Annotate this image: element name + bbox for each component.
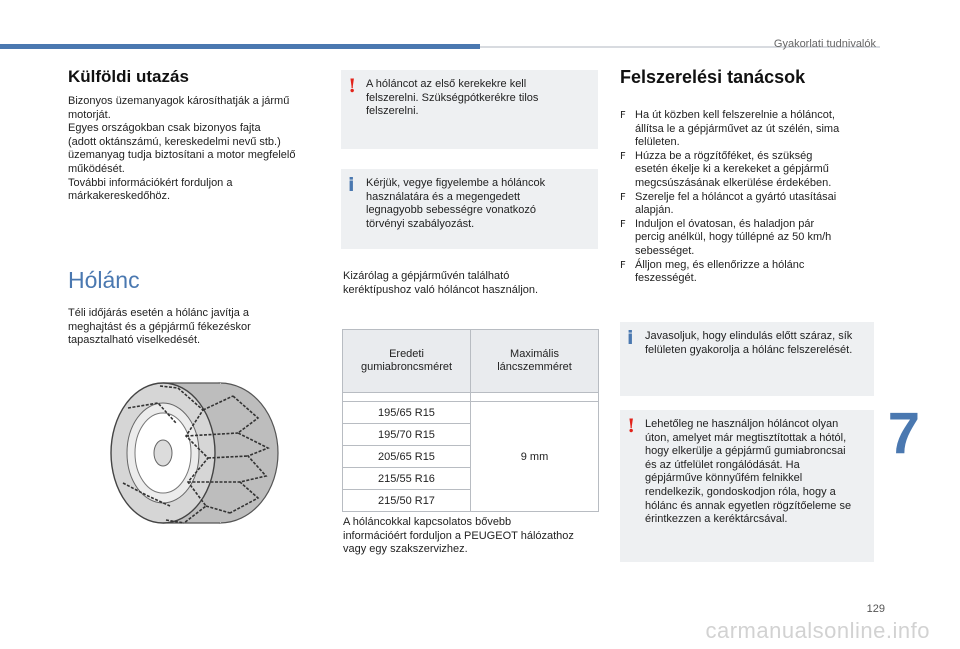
- original-tyre-size-header: Eredeti gumiabroncsméret: [343, 330, 471, 393]
- snowchain-heading: Hólánc: [68, 267, 140, 293]
- tyre-chain-size-table: [342, 329, 599, 512]
- chain-type-intro: Kizárólag a gépjárművén található keréktípushoz való hóláncot használjon.: [343, 270, 539, 296]
- bullet-icon: F: [620, 259, 626, 271]
- more-info-text: A hóláncokkal kapcsolatos bővebb információért forduljon a PEUGEOT hálózathoz vagy egy szakszervizhez.: [343, 516, 574, 556]
- page-number: 129: [866, 603, 885, 615]
- bullet-icon: F: [620, 191, 626, 203]
- max-link-size-cell: 9 mm: [471, 402, 599, 512]
- fitting-advice-list: [620, 109, 875, 286]
- wheel-with-chain-icon: [108, 378, 288, 528]
- info-legislation-text: Kérjük, vegye figyelembe a hóláncok használatára és a megengedett legnagyobb sebességre vonatkozó törvényi szabályozást.: [366, 177, 546, 230]
- foreign-travel-text: Bizonyos üzemanyagok károsíthatják a jármű motorját. Egyes országokban csak bizonyos fajta (adott oktánszámú, kereskedelmi nevű stb.) üzemanyag tudja biztosítani a motor megfelelő működését. További információkért forduljon a márkakereskedőhöz.: [68, 95, 296, 203]
- snow-chain-wheel-illustration: [108, 378, 288, 528]
- list-item-text: Húzza be a rögzítőféket, és szükség esetén ékelje ki a kerekeket a gépjármű megcsúszásának elkerülése érdekében.: [635, 149, 832, 189]
- list-item: [620, 191, 875, 218]
- snowchain-text: Téli időjárás esetén a hólánc javítja a meghajtást és a gépjármű fékezéskor tapasztalható viselkedését.: [68, 307, 251, 347]
- warning-cleared-roads: [620, 410, 874, 562]
- tyre-size-cell: 215/50 R17: [343, 490, 471, 512]
- list-item-text: Álljon meg, és ellenőrizze a hólánc feszességét.: [635, 258, 805, 285]
- chapter-number: 7: [887, 401, 920, 466]
- bullet-icon: F: [620, 150, 626, 162]
- list-item: [620, 259, 875, 286]
- fitting-advice-heading: Felszerelési tanácsok: [620, 67, 806, 87]
- list-item-text: Ha út közben kell felszerelnie a hóláncot, állítsa le a gépjárművet az út szélén, sima felületen.: [635, 109, 840, 149]
- info-icon: i: [627, 327, 634, 349]
- list-item: [620, 150, 875, 191]
- bullet-icon: F: [620, 218, 626, 230]
- tyre-size-cell: 215/55 R16: [343, 468, 471, 490]
- warning-icon: !: [627, 415, 636, 437]
- tyre-size-cell: 205/65 R15: [343, 446, 471, 468]
- max-link-size-header: Maximális láncszemméret: [471, 330, 599, 393]
- warning-front-wheels-text: A hóláncot az első kerekekre kell felszerelni. Szükségpótkerékre tilos felszerelni.: [366, 78, 539, 118]
- warning-icon: !: [348, 75, 357, 97]
- section-title: Gyakorlati tudnivalók: [773, 38, 876, 50]
- foreign-travel-heading: Külföldi utazás: [68, 67, 189, 86]
- info-icon: i: [348, 174, 355, 196]
- list-item-text: Induljon el óvatosan, és haladjon pár percig anélkül, hogy túllépné az 50 km/h sebességet.: [635, 217, 832, 257]
- list-item: [620, 109, 875, 150]
- header-accent-bar: [0, 44, 480, 49]
- info-practice-text: Javasoljuk, hogy elindulás előtt száraz, sík felületen gyakorolja a hólánc felszerelését.: [645, 330, 853, 356]
- warning-cleared-roads-text: Lehetőleg ne használjon hóláncot olyan úton, amelyet már megtisztítottak a hótól, hogy elkerülje a gépjármű gumiabroncsai és az útfelület rongálódását. Ha gépjárműve könnyűfém felnikkel rendelkezik, gondoskodjon róla, hogy a hólánc és annak egyetlen rögzítőeleme se érintkezzen a keréktárcsával.: [645, 418, 852, 526]
- watermark: carmanualsonline.info: [705, 618, 930, 643]
- warning-front-wheels: [341, 70, 598, 149]
- list-item: [620, 218, 875, 259]
- info-legislation: [341, 169, 598, 249]
- info-practice: [620, 322, 874, 396]
- list-item-text: Szerelje fel a hóláncot a gyártó utasításai alapján.: [635, 190, 837, 217]
- tyre-size-cell: 195/65 R15: [343, 402, 471, 424]
- tyre-size-cell: 195/70 R15: [343, 424, 471, 446]
- bullet-icon: F: [620, 110, 626, 121]
